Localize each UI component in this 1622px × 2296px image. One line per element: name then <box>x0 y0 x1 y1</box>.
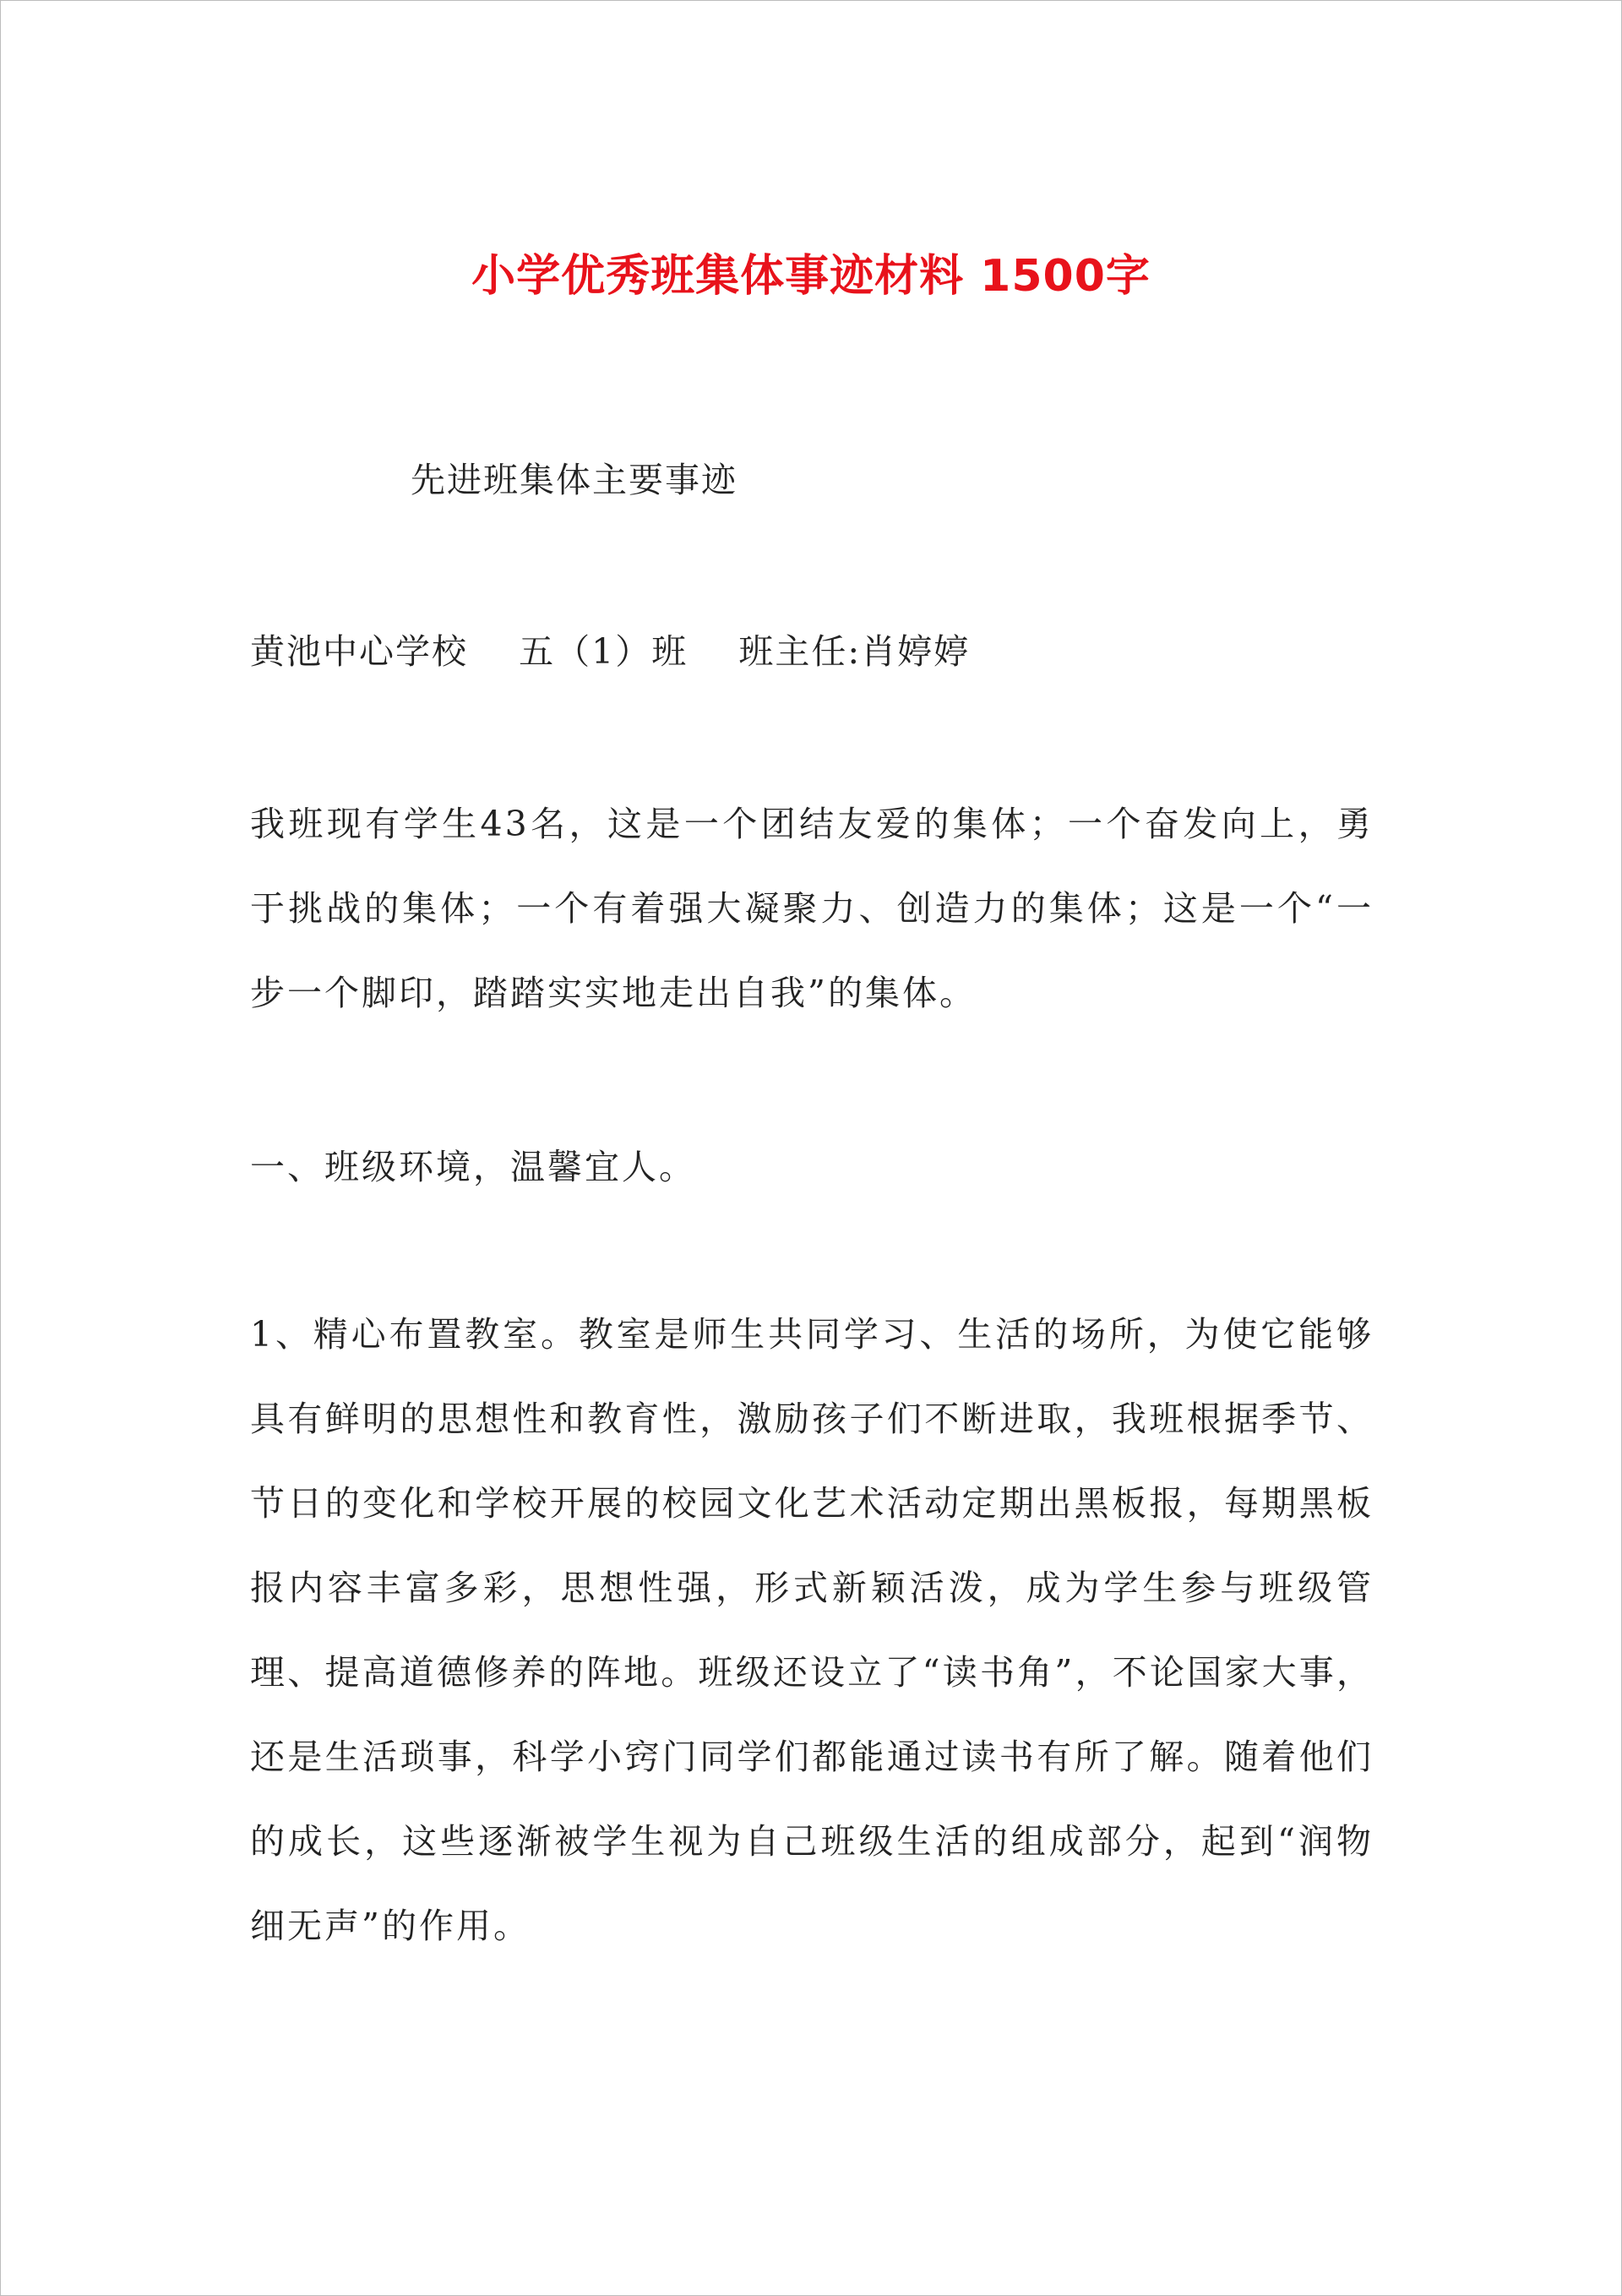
intro-paragraph: 我班现有学生43名，这是一个团结友爱的集体；一个奋发向上，勇于挑战的集体；一个有着强大凝聚力、创造力的集体；这是一个“一步一个脚印，踏踏实实地走出自我”的集体。 <box>250 804 1374 1013</box>
document-subtitle: 先进班集体主要事迹 <box>411 460 738 500</box>
document-byline: 黄池中心学校 五（1）班 班主任:肖婷婷 <box>250 631 971 672</box>
document-title: 小学优秀班集体事迹材料 1500字 <box>471 251 1151 302</box>
section-heading: 一、班级环境，温馨宜人。 <box>250 1147 696 1187</box>
section-paragraph: 1、精心布置教室。教室是师生共同学习、生活的场所，为使它能够具有鲜明的思想性和教育性，激励孩子们不断进取，我班根据季节、节日的变化和学校开展的校园文化艺术活动定期出黑板报，每期黑板报内容丰富多彩，思想性强，形式新颖活泼，成为学生参与班级管理、提高道德修养的阵地。班级还设立了“读书角”，不论国家大事，还是生活琐事，科学小窍门同学们都能通过读书有所了解。随着他们的成长，这些逐渐被学生视为自己班级生活的组成部分，起到“润物细无声”的作用。 <box>250 1314 1374 1946</box>
